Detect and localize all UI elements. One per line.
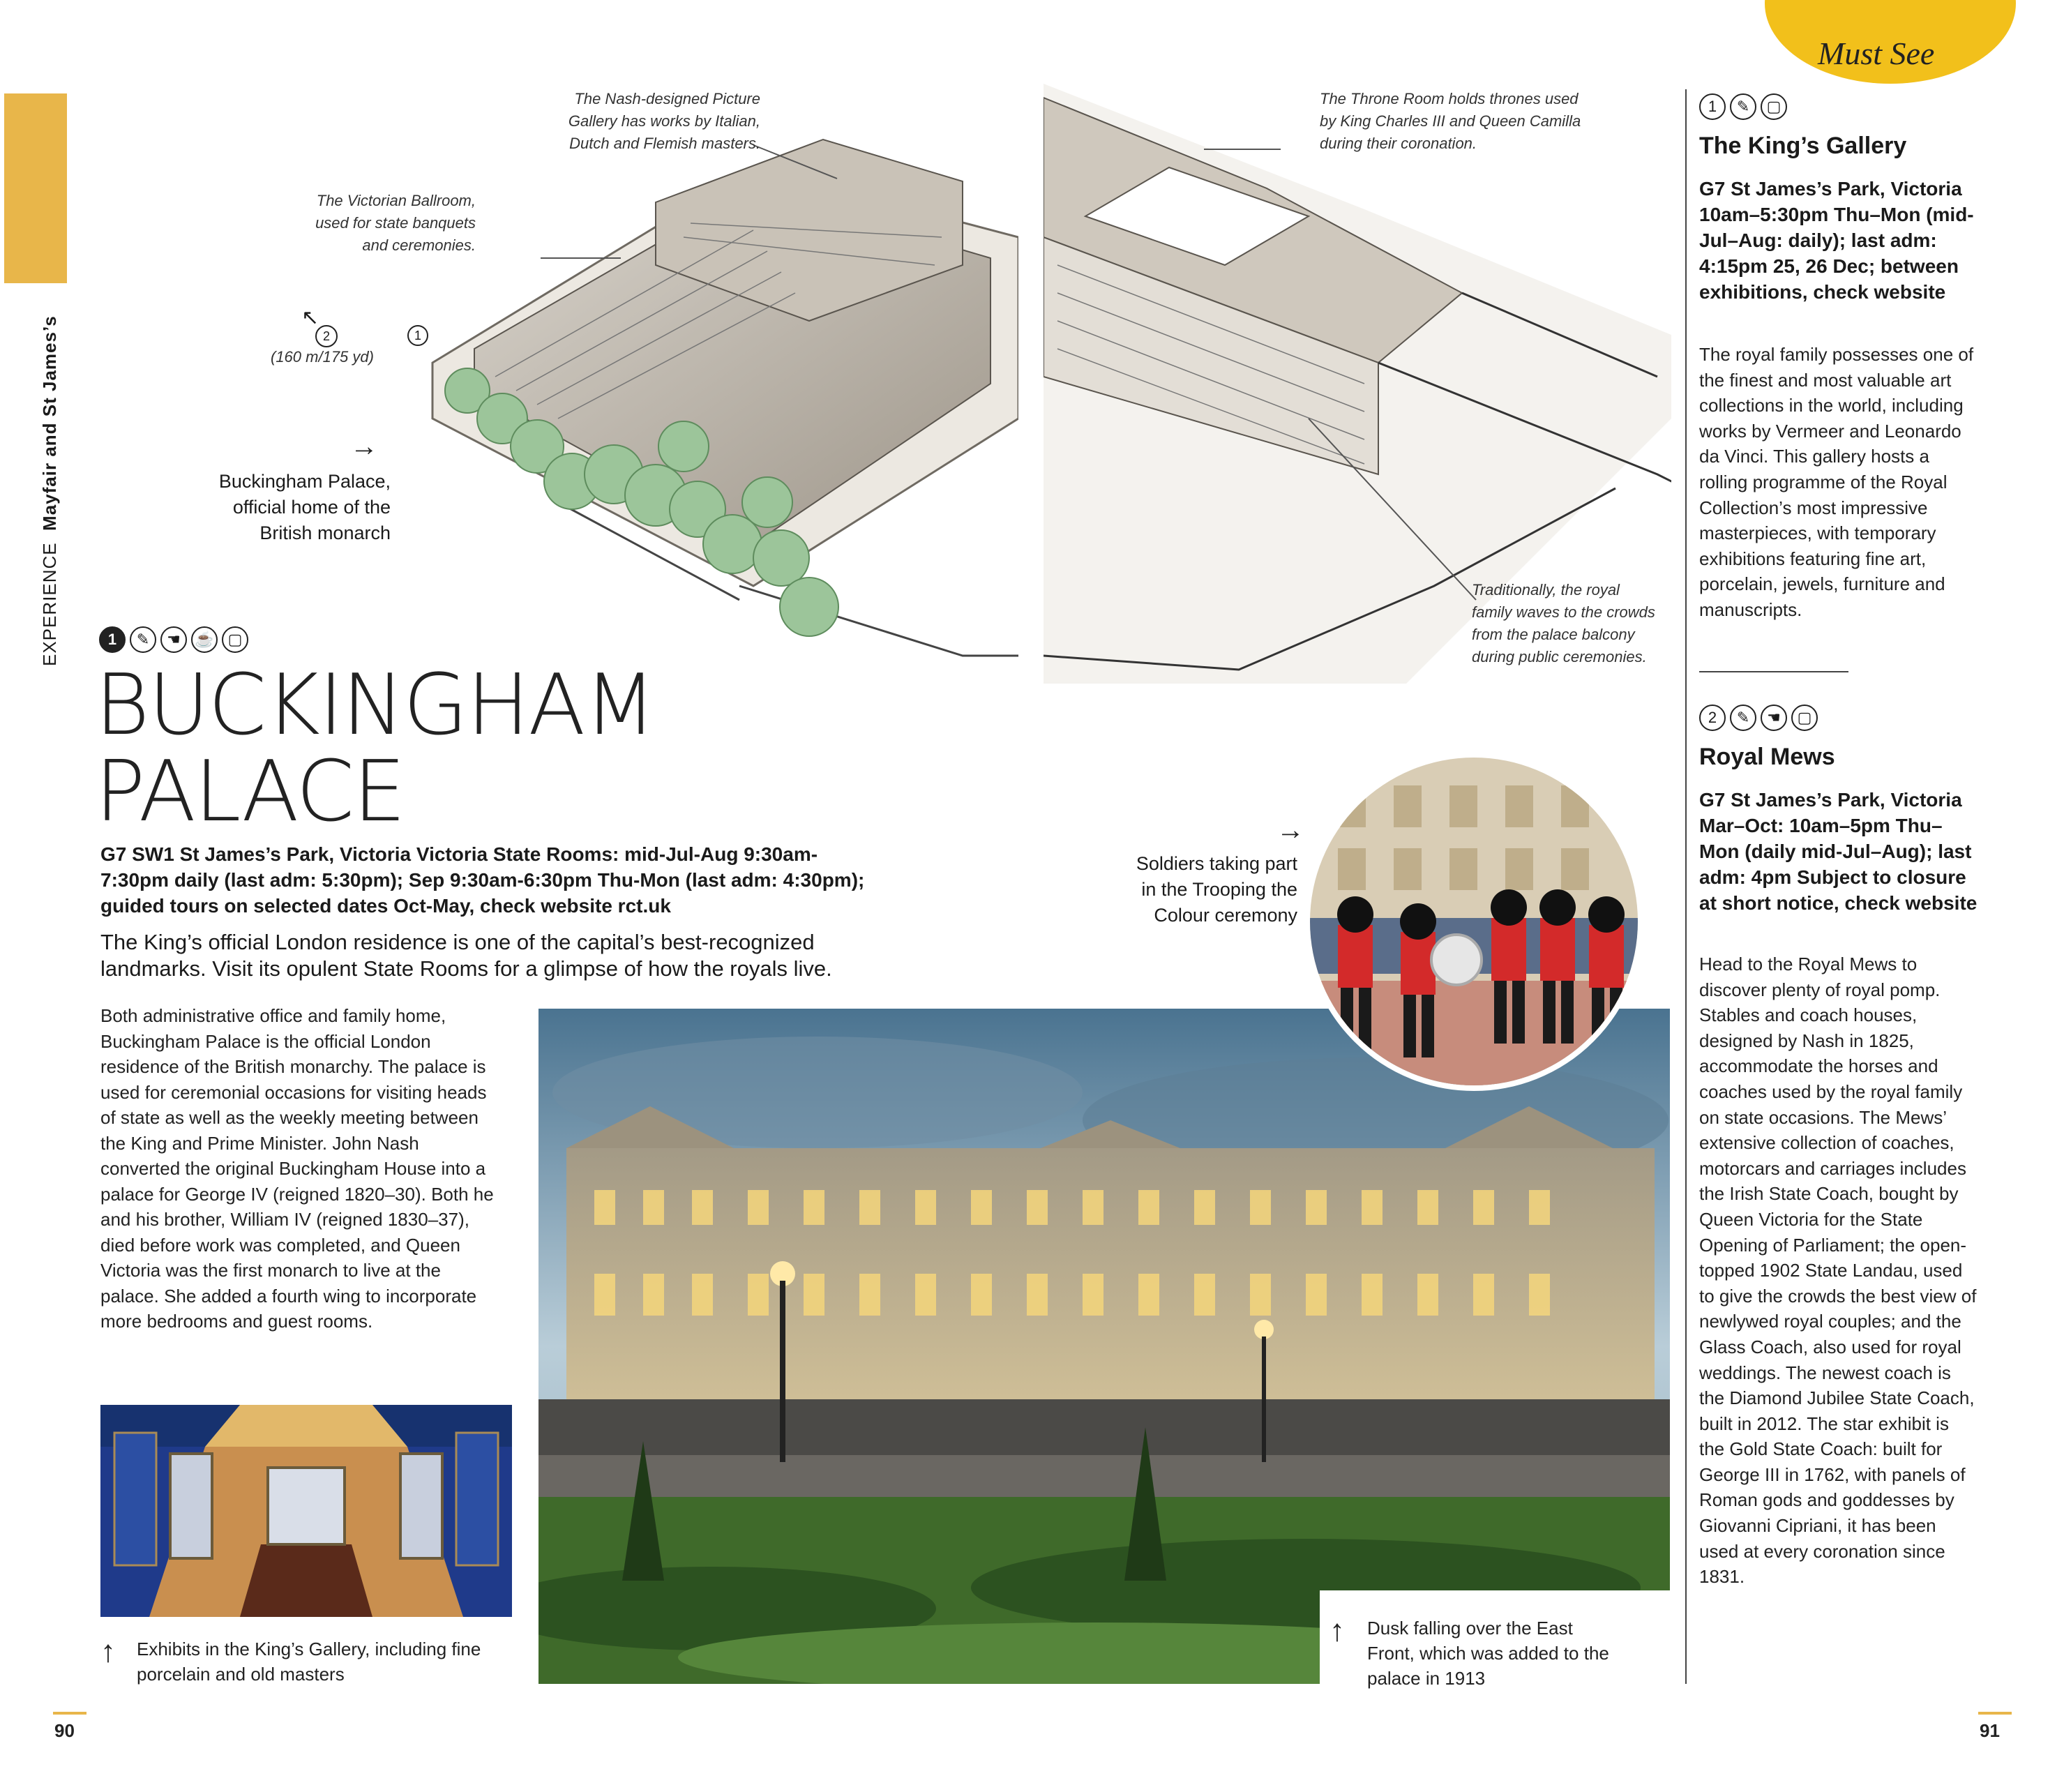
- hand-icon: ☚: [160, 626, 187, 653]
- column-divider: [1685, 89, 1687, 1684]
- arrow-up-icon: ↑: [1329, 1613, 1345, 1648]
- sight1-body: The royal family possesses one of the finest and most valuable art collections in the world, including works by Vermeer and Leonardo da Vinci. This gallery hosts a rolling programme of the Royal Collection’s most impressive masterpieces, with temporary exhibitions featuring fine art, porcelain, jewels, furniture and manuscripts.: [1699, 344, 1974, 620]
- chapter-label: [39, 303, 61, 666]
- chapter-tab: [4, 93, 67, 283]
- hand-icon: ☚: [1761, 705, 1787, 731]
- sight2-title: Royal Mews: [1699, 744, 1835, 770]
- sight1-info: G7 St James’s Park, Victoria 10am–5:30pm Thu–Mon (mid-Jul–Aug: daily); last adm: 4:15pm 25, 26 Dec; between exhibitions, check website: [1699, 178, 1974, 303]
- palace-dusk-image: [538, 1009, 1670, 1684]
- callout-balcony: Traditionally, the royal family waves to the crowds from the palace balcony during public ceremonies.: [1472, 581, 1655, 665]
- sight2-info: G7 St James’s Park, Victoria Mar–Oct: 10am–5pm Thu–Mon (daily mid-Jul–Aug); last adm: 4pm Subject to closure at short notice, check website: [1699, 789, 1978, 914]
- cafe-icon: ☕: [191, 626, 218, 653]
- sight1-number: 1: [1699, 93, 1726, 120]
- page-number-left: 90: [54, 1720, 75, 1741]
- page-title-line1: BUCKINGHAM: [95, 657, 655, 754]
- main-lead: The King’s official London residence is one of the capital’s best-recognized landmarks. Visit its opulent State Rooms for a glimpse of how the royals live.: [100, 930, 832, 981]
- main-body: Both administrative office and family home, Buckingham Palace is the official London residence of the British monarchy. The palace is used for ceremonial occasions for visiting heads of state as well as the weekly meeting between the King and Prime Minister. John Nash converted the original Buckingham House into a palace for George IV (reigned 1820–30). Both he and his brother, William IV (reigned 1830–37), died before work was completed, and Queen Victoria was the first monarch to live at the palace. She added a fourth wing to incorporate more bedrooms and guest rooms.: [100, 1005, 494, 1332]
- page-tick-left: [53, 1712, 86, 1715]
- guidebook-icon: ✎: [1730, 93, 1756, 120]
- arrow-up-icon: ↑: [100, 1634, 116, 1669]
- kings-gallery-image: [100, 1405, 512, 1617]
- sight-separator: [1699, 671, 1848, 672]
- soldiers-image: [1310, 758, 1643, 1091]
- guidebook-icon: ✎: [1730, 705, 1756, 731]
- marker-1: 1: [407, 325, 428, 346]
- page-title-line2: PALACE: [95, 744, 405, 841]
- palace-dusk-photo: [538, 1009, 1670, 1684]
- section-label: EXPERIENCE: [39, 542, 60, 666]
- page-number-right: 91: [1980, 1720, 2000, 1741]
- sight1-title: The King’s Gallery: [1699, 133, 1907, 159]
- arrow-right-icon: →: [350, 431, 378, 462]
- arrow-right-icon: →: [1276, 815, 1304, 845]
- must-see-badge: [1765, 0, 2016, 84]
- sight2-icon-row: [1699, 705, 1822, 731]
- callout-picture-gallery: The Nash-designed Picture Gallery has works by Italian, Dutch and Flemish masters.: [568, 90, 760, 152]
- sight-number-badge: 1: [99, 626, 126, 653]
- soldiers-photo: [1304, 752, 1643, 1091]
- sight2-number: 2: [1699, 705, 1726, 731]
- shop-icon: ▢: [1791, 705, 1818, 731]
- shop-icon: ▢: [222, 626, 248, 653]
- callout-victorian-ballroom: The Victorian Ballroom, used for state banquets and ceremonies.: [315, 192, 476, 254]
- must-see-label: Must See: [1818, 36, 1935, 71]
- page-tick-right: [1978, 1712, 2012, 1715]
- callout-distance: (160 m/175 yd): [271, 348, 374, 366]
- gallery-caption: Exhibits in the King’s Gallery, including fine porcelain and old masters: [137, 1639, 481, 1685]
- main-info-block: G7 SW1 St James’s Park, Victoria Victoria State Rooms: mid-Jul-Aug 9:30am-7:30pm daily (last adm: 5:30pm); Sep 9:30am-6:30pm Thu-Mon (last adm: 4:30pm); guided tours on selected dates Oct-May, check website rct.uk: [100, 843, 865, 917]
- soldiers-caption: Soldiers taking part in the Trooping the Colour ceremony: [1136, 853, 1297, 926]
- palace-caption: Buckingham Palace, official home of the British monarch: [218, 471, 391, 543]
- sight2-body: Head to the Royal Mews to discover plenty of royal pomp. Stables and coach houses, designed by Nash in 1825, accommodate the horses and coaches used by the royal family on state occasions. The Mews’ extensive collection of coaches, motorcars and carriages includes the Irish State Coach, bought by Queen Victoria for the State Opening of Parliament; the open-topped 1902 State Landau, used to give the crowds the best view of newlywed royal couples; and the Glass Coach, also used for royal weddings. The newest coach is the Diamond Jubilee State Coach, built in 2012. The star exhibit is the Gold State Coach: built for George III in 1762, with panels of Roman gods and goddesses by Giovanni Cipriani, it has been used at every coronation since 1831.: [1699, 954, 1977, 1588]
- callout-throne-room: The Throne Room holds thrones used by King Charles III and Queen Camilla during their coronation.: [1320, 90, 1581, 152]
- sight1-icon-row: [1699, 93, 1791, 120]
- main-icon-row: [99, 626, 253, 653]
- dusk-caption: Dusk falling over the East Front, which was added to the palace in 1913: [1367, 1618, 1609, 1689]
- arrow-up-left-icon: ↖: [301, 306, 319, 329]
- area-label: Mayfair and St James’s: [39, 315, 60, 531]
- guidebook-icon: ✎: [130, 626, 156, 653]
- marker-2: 2: [315, 325, 338, 347]
- shop-icon: ▢: [1761, 93, 1787, 120]
- kings-gallery-photo: [100, 1405, 512, 1617]
